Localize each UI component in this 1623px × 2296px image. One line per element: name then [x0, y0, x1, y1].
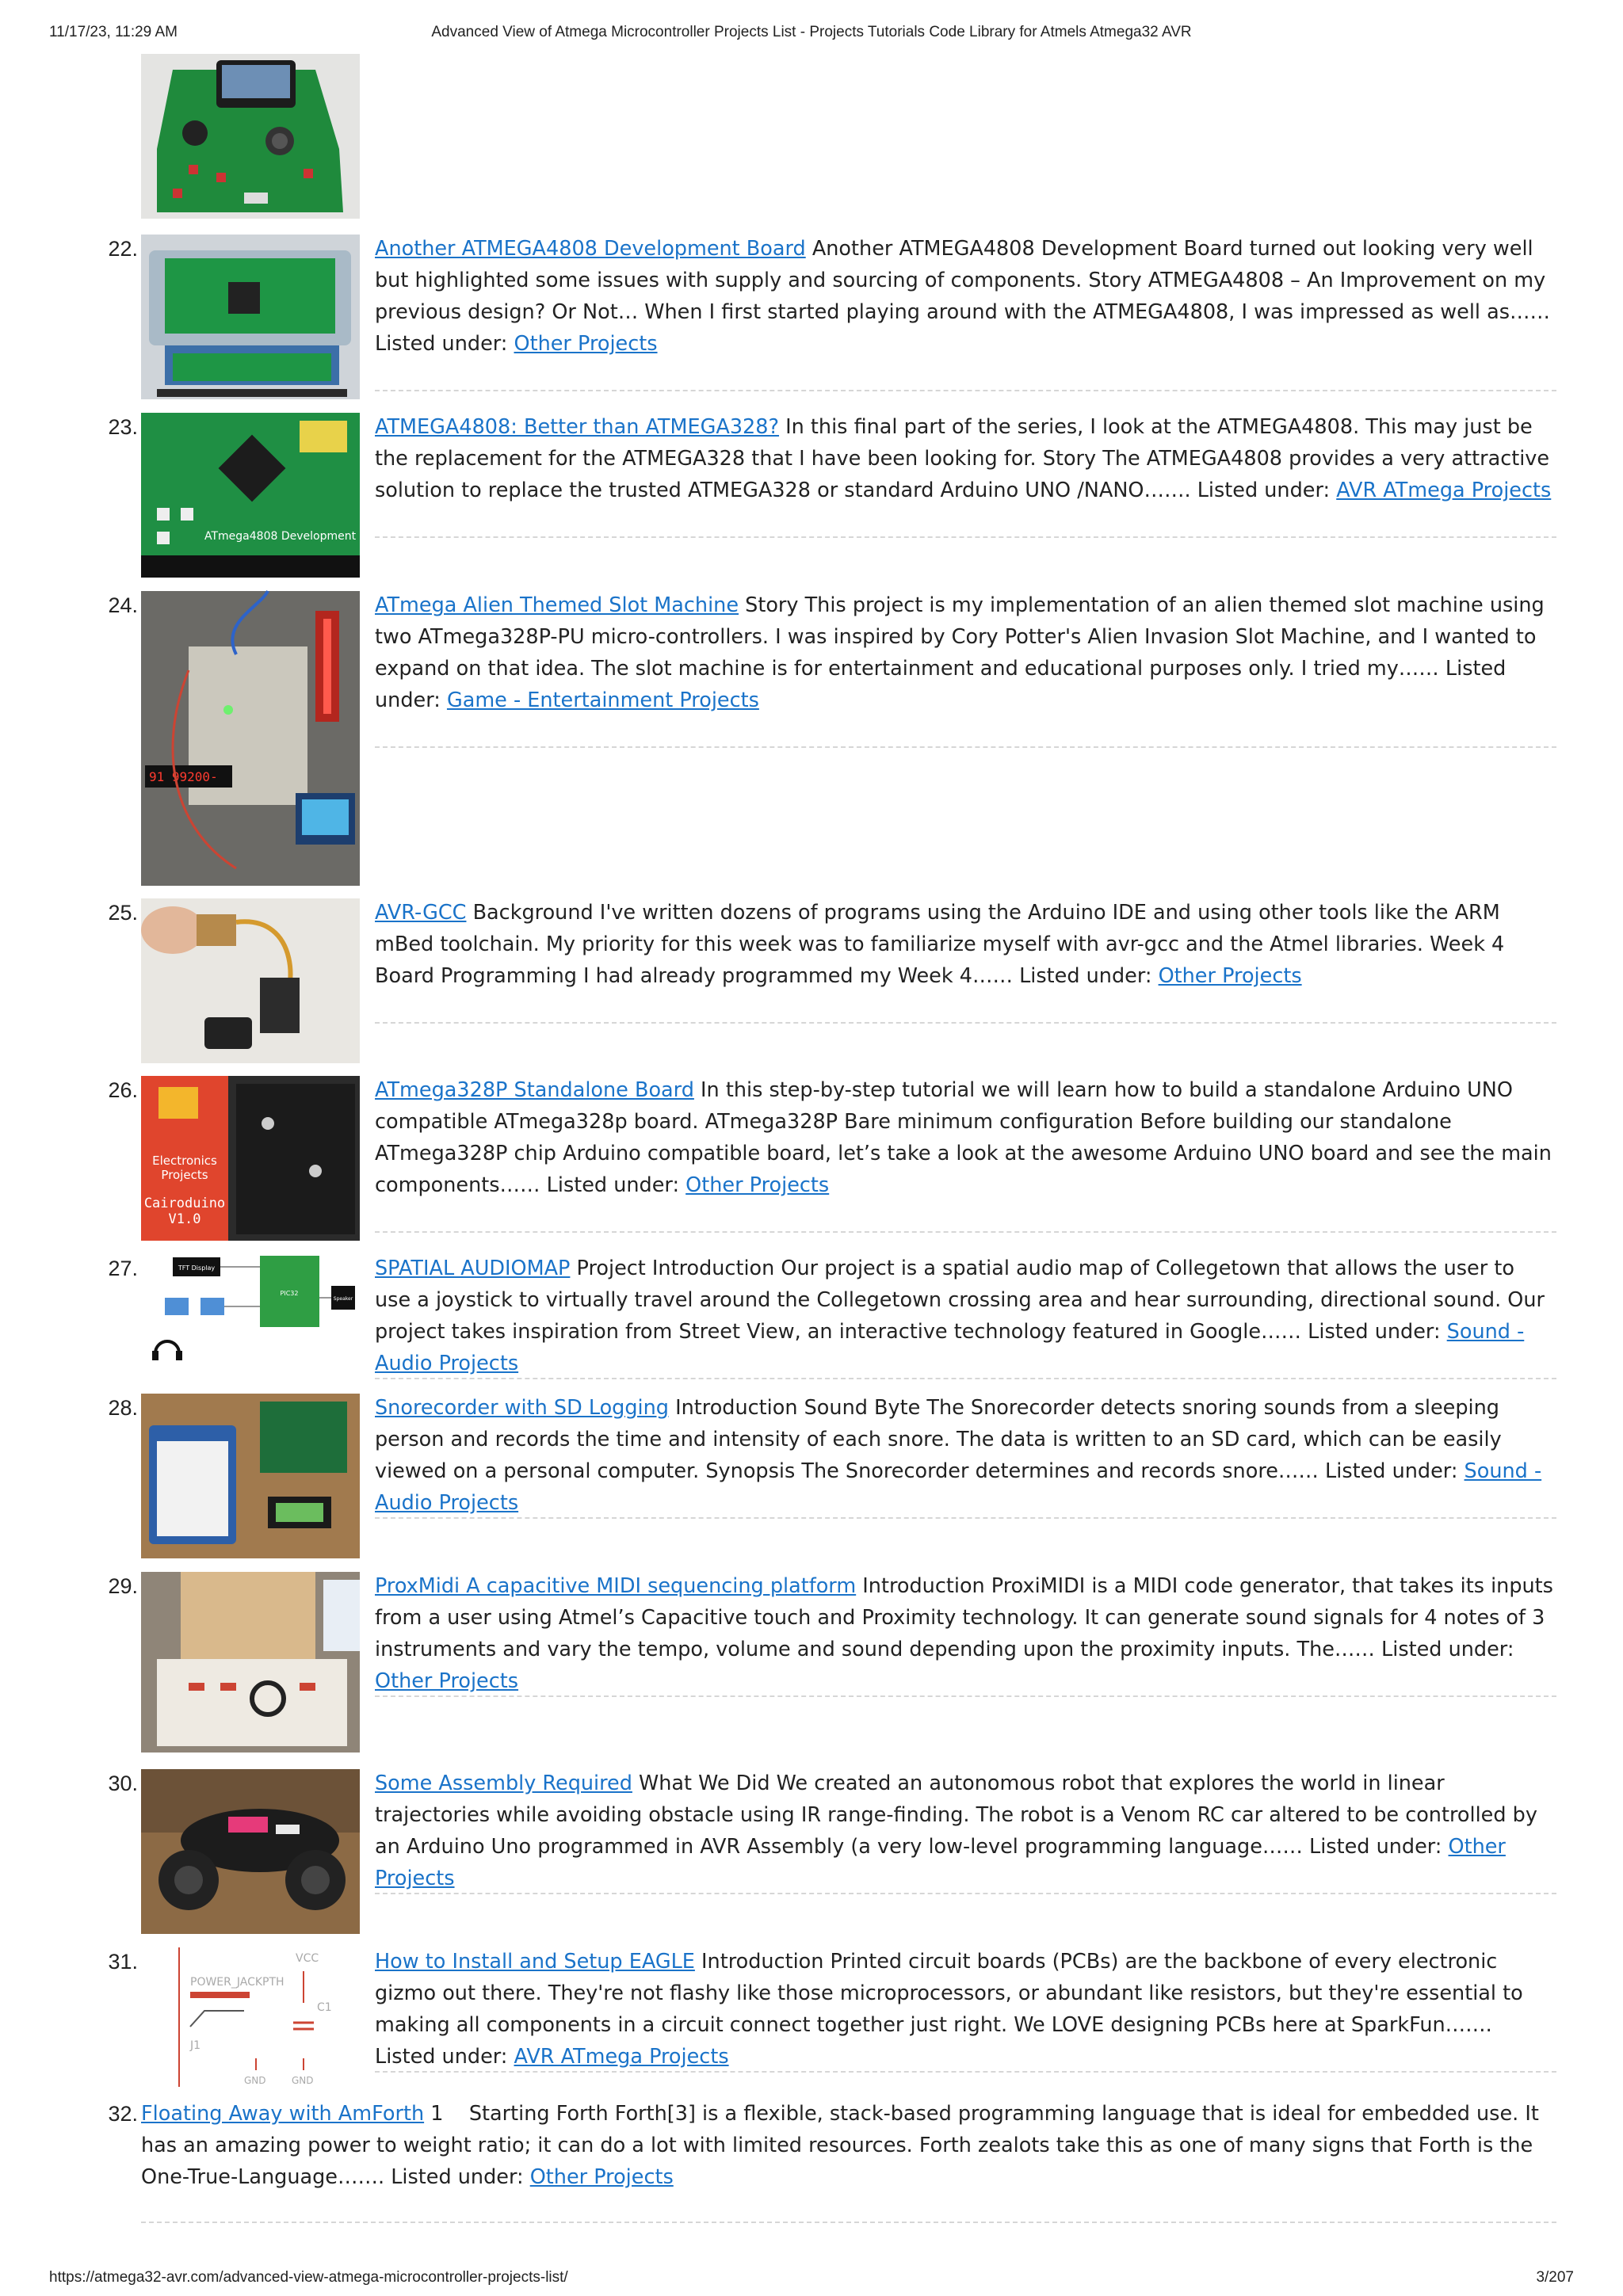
item-description — [375, 411, 1556, 506]
item-divider — [375, 1695, 1556, 1697]
item-number: 28. — [108, 1396, 138, 1420]
item-number: 31. — [108, 1950, 138, 1974]
category-link[interactable]: Other Projects — [514, 332, 658, 356]
category-link[interactable]: Sound - Audio Projects — [375, 1320, 1525, 1375]
cairoduino-image — [141, 1076, 360, 1241]
item-title-link[interactable]: Snorecorder with SD Logging — [375, 1396, 669, 1420]
item-desc: 1 Starting Forth Forth[3] is a flexible, stack-based programming language that is ideal for embedded use. It has an amazing power to weight ratio; it can do a lot with limited resources. Forth zealots take this as one of many signs that Forth is the One-True-Language……. — [141, 2102, 1545, 2189]
item-desc: Introduction ProxiMIDI is a MIDI code generator, that takes its inputs from a user using Atmel’s Capacitive touch and Proximity technology. It can generate sound signals for 4 notes of 3 instruments and vary the tempo, volume and sound depending upon the proximity inputs. The…… — [375, 1574, 1553, 1661]
item-number: 24. — [108, 593, 138, 617]
item-number: 22. — [108, 237, 138, 261]
item-description — [141, 2098, 1556, 2193]
print-url: https://atmega32-avr.com/advanced-view-atmega-microcontroller-projects-list/ — [49, 2269, 568, 2286]
item-desc: In this final part of the series, I look at the ATMEGA4808. This may just be the replacement for the ATMEGA328 that I have been looking for. Story The ATMEGA4808 provides a very attractive solution to replace the trusted ATMEGA328 or standard Arduino UNO /NANO……. — [375, 415, 1550, 502]
item-description — [375, 233, 1556, 360]
vcc-label: VCC — [296, 1952, 319, 1965]
listed-under-label: Listed under: — [1019, 964, 1152, 988]
category-link[interactable]: Sound - Audio Projects — [375, 1459, 1542, 1515]
item-title-link[interactable]: Some Assembly Required — [375, 1772, 632, 1795]
item-title-link[interactable]: How to Install and Setup EAGLE — [375, 1950, 695, 1974]
item-divider — [375, 1893, 1556, 1894]
snorecorder-image — [141, 1394, 360, 1558]
item-description — [375, 1570, 1556, 1697]
listed-under-label: Listed under: — [1309, 1835, 1442, 1859]
item-title-link[interactable]: ProxMidi A capacitive MIDI sequencing platform — [375, 1574, 857, 1598]
item-description — [375, 1946, 1556, 2073]
item-number: 32. — [108, 2102, 138, 2126]
robot-board-image — [141, 54, 360, 219]
atmega4808-board-image — [141, 413, 392, 578]
j1-label: J1 — [190, 2039, 201, 2052]
item-number: 25. — [108, 901, 138, 925]
category-link[interactable]: AVR ATmega Projects — [514, 2045, 729, 2069]
gnd-label-right: GND — [292, 2075, 314, 2086]
c1-label: C1 — [317, 2001, 332, 2014]
listed-under-label: Listed under: — [375, 657, 1507, 712]
board-label-text: ATmega4808 Development Board — [204, 530, 392, 543]
cairo-line1: Electronics — [152, 1154, 217, 1168]
item-title-link[interactable]: AVR-GCC — [375, 901, 467, 925]
item-description — [375, 1074, 1556, 1201]
slot-display-text: 91 99200- — [149, 769, 218, 784]
avr-gcc-image — [141, 898, 360, 1063]
speaker-label: Speaker — [333, 1296, 353, 1302]
item-divider — [141, 2222, 1556, 2223]
print-page-number: 3/207 — [1536, 2269, 1574, 2286]
item-divider — [375, 536, 1556, 538]
listed-under-label: Listed under: — [1197, 479, 1331, 502]
item-title-link[interactable]: ATMEGA4808: Better than ATMEGA328? — [375, 415, 780, 439]
cairo-line3: Cairoduino — [143, 1196, 226, 1211]
category-link[interactable]: Other Projects — [1158, 964, 1302, 988]
item-number: 26. — [108, 1078, 138, 1102]
listed-under-label: Listed under: — [546, 1173, 680, 1197]
listed-under-label: Listed under: — [375, 332, 508, 356]
rc-car-robot-image — [141, 1769, 360, 1934]
item-desc: Another ATMEGA4808 Development Board turned out looking very well but highlighted some issues with supply and sourcing of components. Story ATMEGA4808 – An Improvement on my previous design? Or Not… When I first started playing around with the ATMEGA4808, I was impressed as well as…… — [375, 237, 1551, 324]
item-desc: What We Did We created an autonomous robot that explores the world in linear trajectories while avoiding obstacle using IR range-finding. The robot is a Venom RC car altered to be controlled by an Arduino Uno programmed in AVR Assembly (a very low-level programming language…… — [375, 1772, 1537, 1859]
listed-under-label: Listed under: — [375, 2045, 508, 2069]
dev-board-image — [141, 235, 360, 399]
category-link[interactable]: Other Projects — [375, 1669, 519, 1693]
item-divider — [375, 1022, 1556, 1024]
item-description — [375, 1253, 1556, 1379]
print-footer — [0, 2269, 1623, 2293]
item-desc: Background I've written dozens of programs using the Arduino IDE and using other tools like the ARM mBed toolchain. My priority for this week was to familiarize myself with avr-gcc and the Atmel libraries. Week 4 Board Programming I had already programmed my Week 4…… — [375, 901, 1505, 988]
listed-under-label: Listed under: — [1381, 1638, 1514, 1661]
cairo-line2: Projects — [161, 1168, 208, 1182]
item-description — [375, 589, 1556, 716]
item-number: 27. — [108, 1257, 138, 1280]
item-divider — [375, 1231, 1556, 1233]
item-description — [375, 1768, 1556, 1894]
category-link[interactable]: AVR ATmega Projects — [1336, 479, 1552, 502]
item-divider — [375, 746, 1556, 748]
item-divider — [375, 1517, 1556, 1519]
gnd-label-left: GND — [244, 2075, 266, 2086]
category-link[interactable]: Other Projects — [529, 2165, 674, 2189]
item-title-link[interactable]: Another ATMEGA4808 Development Board — [375, 237, 806, 261]
listed-under-label: Listed under: — [1308, 1320, 1441, 1344]
item-desc: Introduction Printed circuit boards (PCBs) are the backbone of every electronic gizmo out there. They're not flashy like those microprocessors, or abundant like resistors, but they're essential to making all components in a circuit connect together just right. We LOVE designing PCBs here at SparkFun……. — [375, 1950, 1523, 2037]
item-title-link[interactable]: Floating Away with AmForth — [141, 2102, 425, 2126]
listed-under-label: Listed under: — [1325, 1459, 1458, 1483]
item-title-link[interactable]: ATmega Alien Themed Slot Machine — [375, 593, 739, 617]
item-divider — [375, 390, 1556, 391]
print-header — [0, 24, 1623, 48]
print-title: Advanced View of Atmega Microcontroller Projects List - Projects Tutorials Code Library for Atmels Atmega32 AVR — [431, 24, 1192, 40]
spatial-audio-diagram-image — [141, 1254, 360, 1373]
item-description — [375, 1392, 1556, 1519]
slot-machine-image — [141, 591, 360, 886]
item-desc: Project Introduction Our project is a spatial audio map of Collegetown that allows the user to use a joystick to virtually travel around the Collegetown crossing area and hear surrounding, directional sound. Our project takes inspiration from Street View, an interactive technology featured in Google…… — [375, 1257, 1545, 1344]
item-number: 30. — [108, 1772, 138, 1795]
item-number: 23. — [108, 415, 138, 439]
item-number: 29. — [108, 1574, 138, 1598]
category-link[interactable]: Other Projects — [685, 1173, 830, 1197]
item-desc: Story This project is my implementation of an alien themed slot machine using two ATmega328P-PU micro-controllers. I was inspired by Cory Potter's Alien Invasion Slot Machine, and I wanted to expand on that idea. The slot machine is for entertainment and educational purposes only. I tried my…… — [375, 593, 1545, 681]
cairo-line4: V1.0 — [168, 1211, 201, 1227]
category-link[interactable]: Other Projects — [375, 1835, 1506, 1890]
item-title-link[interactable]: SPATIAL AUDIOMAP — [375, 1257, 571, 1280]
item-desc: Introduction Sound Byte The Snorecorder detects snoring sounds from a sleeping person and records the time and intensity of each snore. The data is written to an SD card, which can be easily viewed on a personal computer. Synopsis The Snorecorder determines and records snore…… — [375, 1396, 1502, 1483]
listed-under-label: Listed under: — [391, 2165, 524, 2189]
print-date: 11/17/23, 11:29 AM — [49, 24, 178, 40]
item-desc: In this step-by-step tutorial we will learn how to build a standalone Arduino UNO compatible ATmega328p board. ATmega328P Bare minimum configuration Before building our standalone ATmega328P chip Arduino compatible board, let’s take a look at the awesome Arduino UNO board and see the main components…… — [375, 1078, 1552, 1197]
item-divider — [375, 2071, 1556, 2073]
proxmidi-image — [141, 1572, 360, 1753]
item-divider — [375, 1378, 1556, 1379]
item-title-link[interactable]: ATmega328P Standalone Board — [375, 1078, 694, 1102]
item-description — [375, 897, 1556, 992]
tft-label: TFT Display — [178, 1264, 216, 1272]
jack-label: POWER_JACKPTH — [190, 1976, 285, 1989]
category-link[interactable]: Game - Entertainment Projects — [446, 688, 759, 712]
mcu-label: PIC32 — [280, 1290, 299, 1297]
eagle-schematic-image — [141, 1947, 360, 2087]
